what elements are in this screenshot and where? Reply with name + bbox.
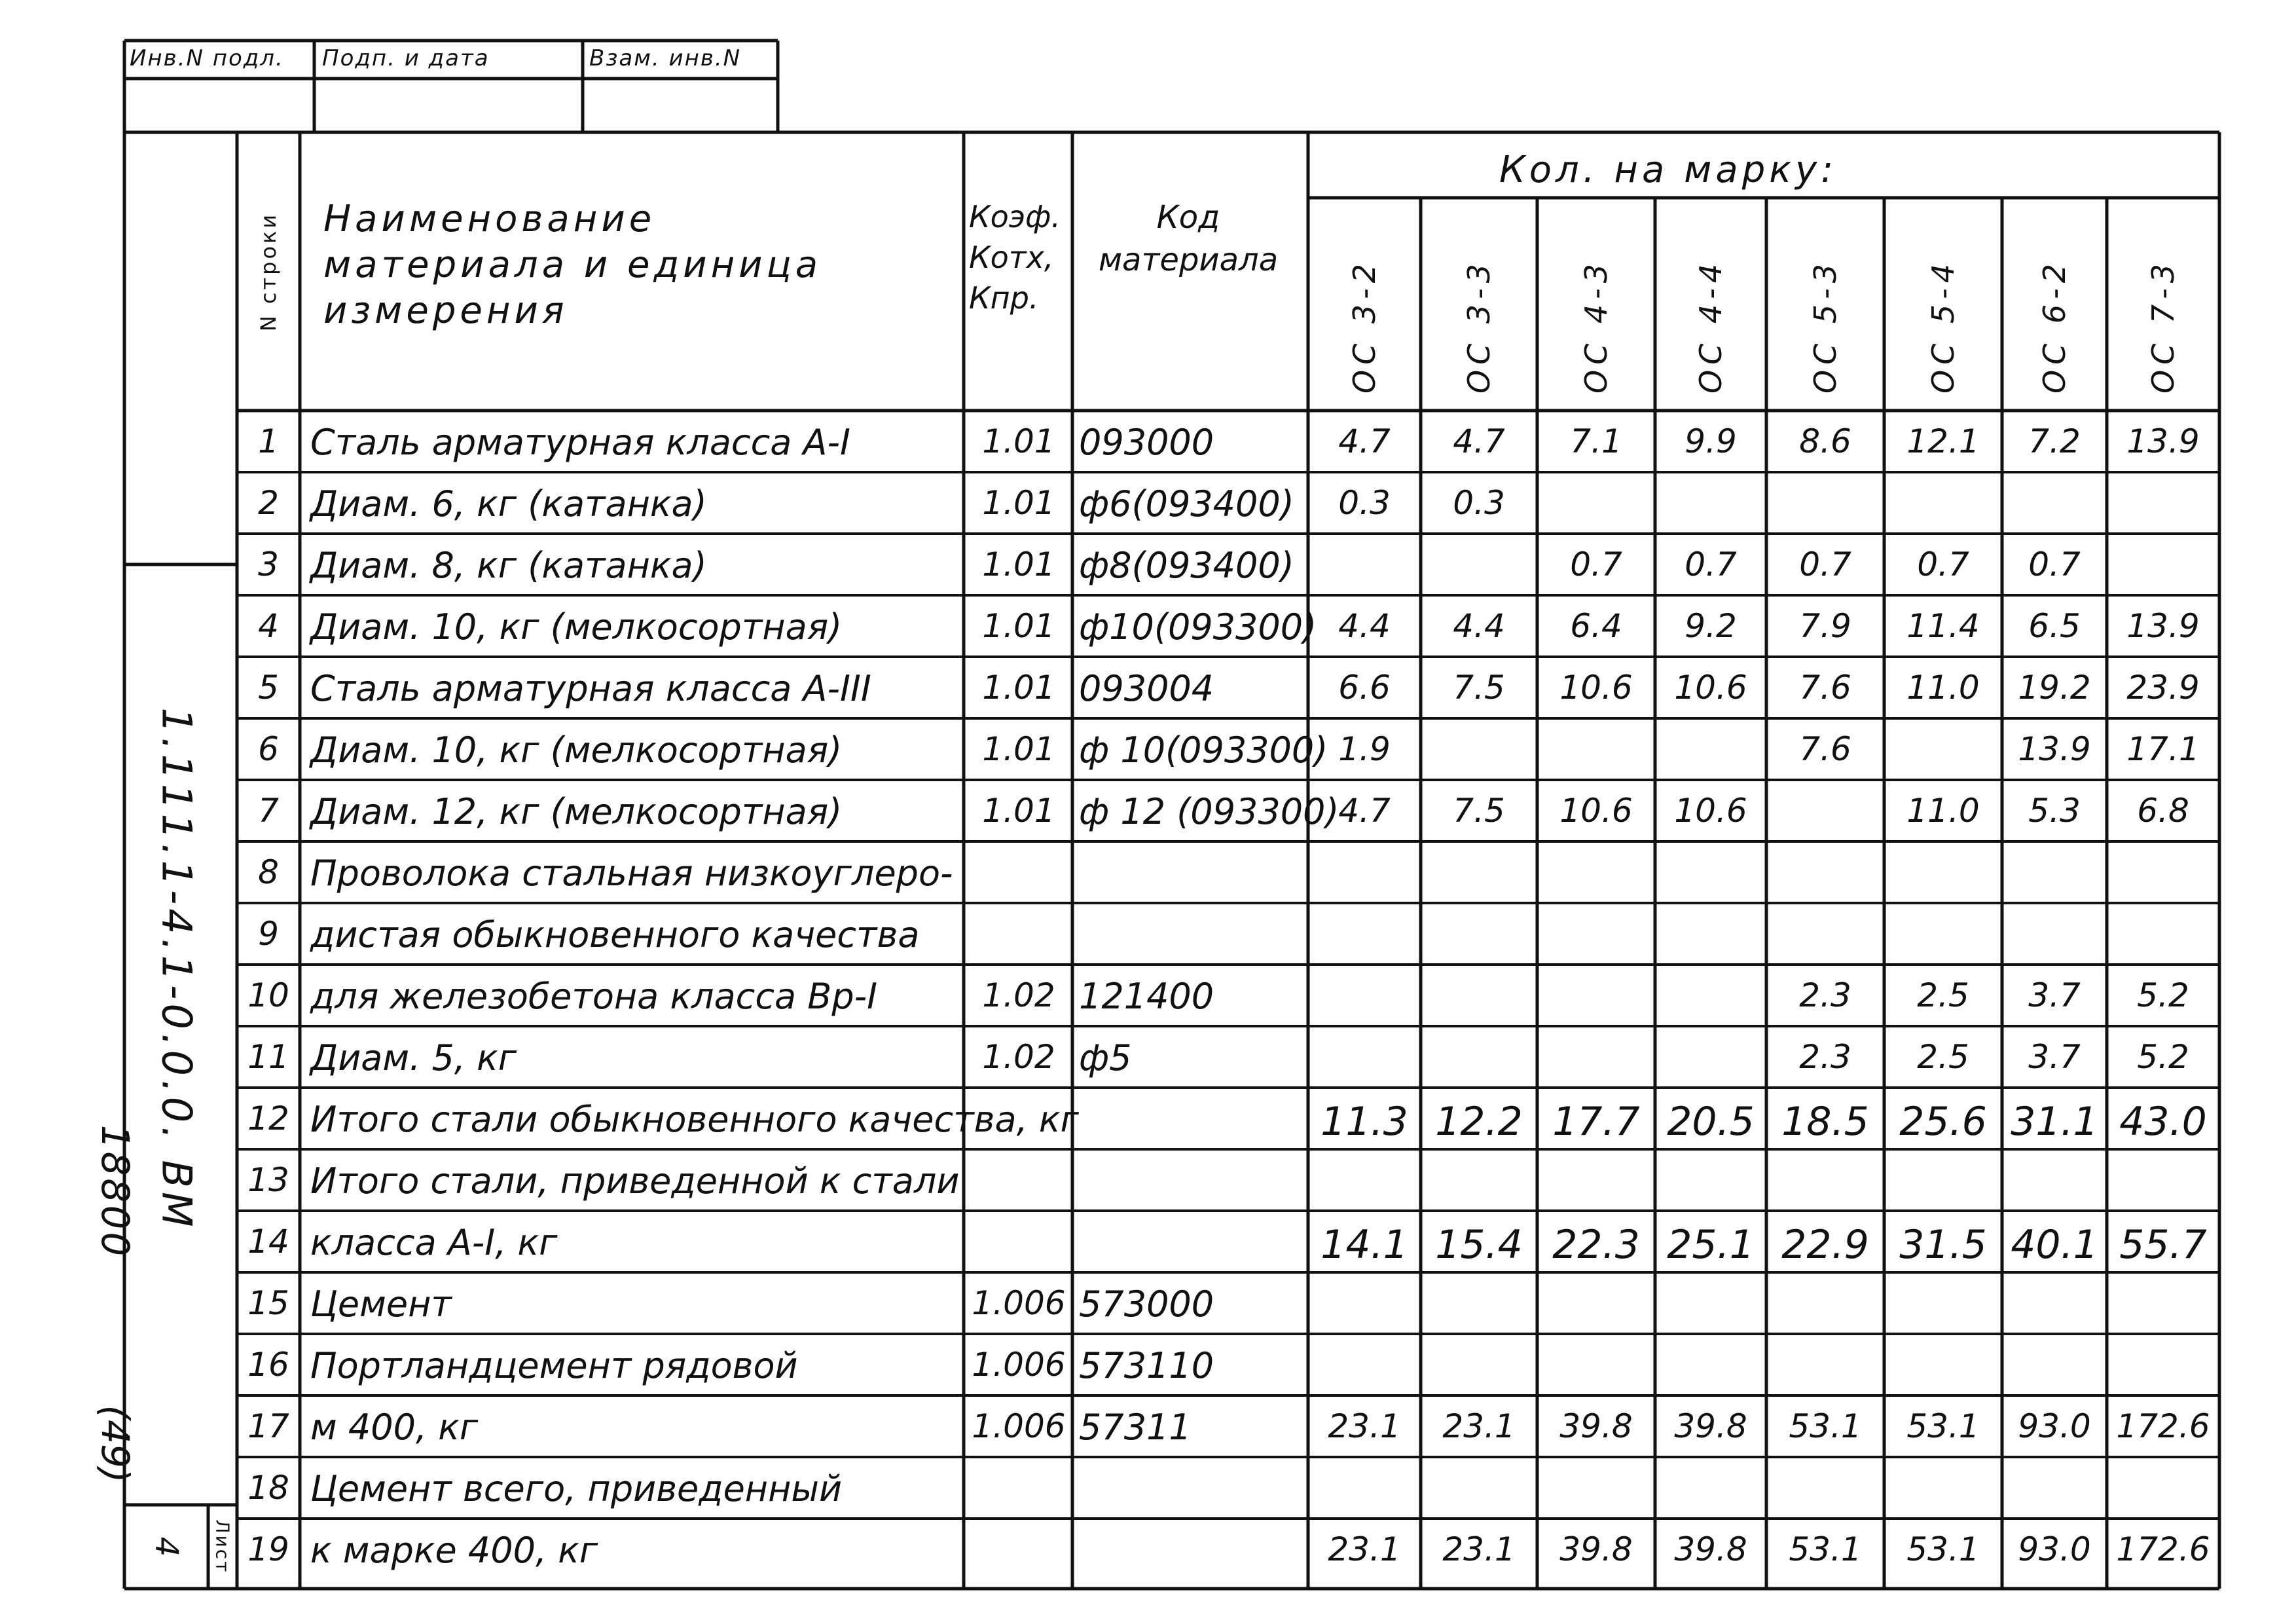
mark-header: ОС 3-3 xyxy=(1461,258,1497,394)
mark-header: ОС 6-2 xyxy=(2037,258,2072,394)
quantity-cell: 23.1 xyxy=(1442,1530,1516,1568)
row-number: 18 xyxy=(247,1469,289,1507)
quantity-cell: 11.3 xyxy=(1321,1099,1408,1145)
quantity-cell: 18.5 xyxy=(1781,1099,1869,1145)
quantity-cell: 25.6 xyxy=(1899,1099,1987,1145)
material-code: 57311 xyxy=(1079,1407,1192,1448)
material-name: Диам. 10, кг (мелкосортная) xyxy=(310,606,843,648)
quantity-cell: 0.7 xyxy=(1685,545,1737,583)
row-number: 11 xyxy=(247,1038,289,1076)
quantity-cell: 6.4 xyxy=(1570,607,1622,645)
quantity-cell: 23.9 xyxy=(2126,669,2200,707)
quantity-cell: 5.2 xyxy=(2137,1038,2189,1076)
coefficient-value: 1.01 xyxy=(982,730,1055,768)
quantity-cell: 10.6 xyxy=(1559,669,1633,707)
material-name: Сталь арматурная класса А-I xyxy=(310,422,850,463)
quantity-cell: 14.1 xyxy=(1321,1222,1408,1268)
quantity-cell: 53.1 xyxy=(1906,1407,1980,1445)
row-number: 6 xyxy=(258,730,279,768)
quantity-cell: 0.7 xyxy=(1917,545,1969,583)
row-number: 10 xyxy=(247,976,289,1014)
header-material-code: Код материала xyxy=(1098,199,1279,278)
header-coefficient: Коэф. Котх, Кпр. xyxy=(969,199,1061,316)
quantity-cell: 1.9 xyxy=(1338,730,1391,768)
archive-number: 18800 xyxy=(93,1124,137,1259)
quantity-cell: 6.6 xyxy=(1338,669,1391,707)
quantity-cell: 13.9 xyxy=(2126,422,2200,460)
quantity-cell: 10.6 xyxy=(1559,792,1633,830)
quantity-cell: 53.1 xyxy=(1789,1530,1862,1568)
material-code: 093004 xyxy=(1079,668,1214,709)
material-name: Сталь арматурная класса А-III xyxy=(310,668,871,709)
quantity-cell: 22.9 xyxy=(1781,1222,1869,1268)
quantity-cell: 0.7 xyxy=(1570,545,1622,583)
quantity-cell: 9.2 xyxy=(1685,607,1737,645)
coefficient-value: 1.006 xyxy=(972,1407,1066,1445)
row-number: 5 xyxy=(258,669,279,707)
quantity-cell: 13.9 xyxy=(2126,607,2200,645)
quantity-cell: 2.5 xyxy=(1917,976,1969,1014)
quantity-cell: 2.3 xyxy=(1799,1038,1851,1076)
row-number: 2 xyxy=(258,484,279,522)
material-name: Диам. 6, кг (катанка) xyxy=(310,483,707,525)
quantity-cell: 39.8 xyxy=(1559,1407,1633,1445)
material-code: 093000 xyxy=(1079,422,1214,463)
row-number: 16 xyxy=(247,1346,289,1384)
quantity-cell: 12.2 xyxy=(1435,1099,1523,1145)
material-name: Проволока стальная низкоуглеро- xyxy=(310,853,953,894)
quantity-cell: 15.4 xyxy=(1435,1222,1523,1268)
material-name: Цемент всего, приведенный xyxy=(310,1468,843,1509)
quantity-cell: 23.1 xyxy=(1328,1530,1401,1568)
quantity-cell: 55.7 xyxy=(2119,1222,2207,1268)
quantity-cell: 6.8 xyxy=(2137,792,2189,830)
mark-header: ОС 5-4 xyxy=(1925,258,1961,394)
quantity-cell: 5.3 xyxy=(2028,792,2081,830)
quantity-cell: 4.7 xyxy=(1453,422,1505,460)
quantity-cell: 10.6 xyxy=(1674,792,1747,830)
row-number: 9 xyxy=(258,915,279,953)
quantity-cell: 2.3 xyxy=(1799,976,1851,1014)
stamp-podp-data: Подп. и дата xyxy=(322,45,490,71)
mark-header: ОС 5-3 xyxy=(1808,258,1843,394)
material-code: 573000 xyxy=(1079,1283,1214,1325)
quantity-cell: 53.1 xyxy=(1906,1530,1980,1568)
material-code: ф10(093300) xyxy=(1079,606,1317,648)
material-name: для железобетона класса Вр-I xyxy=(310,976,878,1017)
material-name: м 400, кг xyxy=(310,1407,479,1448)
coefficient-value: 1.01 xyxy=(982,484,1055,522)
quantity-cell: 3.7 xyxy=(2028,976,2081,1014)
mark-header: ОС 7-3 xyxy=(2145,258,2181,394)
row-number: 4 xyxy=(258,607,279,645)
quantity-cell: 39.8 xyxy=(1674,1407,1747,1445)
material-name: класса А-I, кг xyxy=(310,1222,558,1263)
material-name: Цемент xyxy=(310,1283,452,1325)
quantity-cell: 93.0 xyxy=(2018,1530,2091,1568)
header-material-name: Наименование материала и единица измерения xyxy=(323,198,822,332)
material-name: Итого стали, приведенной к стали xyxy=(310,1160,960,1202)
quantity-cell: 4.7 xyxy=(1338,792,1391,830)
header-row-number: N строки xyxy=(256,212,281,332)
row-number: 1 xyxy=(258,422,279,460)
quantity-cell: 23.1 xyxy=(1328,1407,1401,1445)
quantity-cell: 5.2 xyxy=(2137,976,2189,1014)
quantity-cell: 172.6 xyxy=(2116,1407,2210,1445)
quantity-cell: 53.1 xyxy=(1789,1407,1862,1445)
quantity-cell: 12.1 xyxy=(1906,422,1980,460)
quantity-cell: 7.6 xyxy=(1799,669,1851,707)
material-name: Диам. 5, кг xyxy=(310,1037,517,1079)
material-code: ф8(093400) xyxy=(1079,545,1294,586)
quantity-cell: 39.8 xyxy=(1559,1530,1633,1568)
coefficient-value: 1.01 xyxy=(982,422,1055,460)
quantity-cell: 7.6 xyxy=(1799,730,1851,768)
coefficient-value: 1.01 xyxy=(982,669,1055,707)
quantity-cell: 11.0 xyxy=(1906,792,1980,830)
mark-header: ОС 4-3 xyxy=(1578,258,1614,394)
sheet-number: 4 xyxy=(148,1536,185,1557)
quantity-cell: 7.1 xyxy=(1570,422,1622,460)
material-name: Диам. 12, кг (мелкосортная) xyxy=(310,791,843,832)
quantity-cell: 40.1 xyxy=(2011,1222,2098,1268)
quantity-cell: 7.5 xyxy=(1453,792,1505,830)
page-number: (49) xyxy=(93,1405,137,1483)
row-number: 8 xyxy=(258,853,279,891)
material-code: ф 12 (093300) xyxy=(1079,791,1339,832)
material-code: ф5 xyxy=(1079,1037,1132,1079)
row-number: 12 xyxy=(247,1099,289,1137)
material-name: Диам. 8, кг (катанка) xyxy=(310,545,707,586)
row-number: 19 xyxy=(247,1530,289,1568)
document-code: 1.111.1-4.1-0.0.0. ВМ xyxy=(153,707,201,1231)
quantity-cell: 43.0 xyxy=(2119,1099,2207,1145)
stamp-vzam-inv: Взам. инв.N xyxy=(589,45,742,71)
material-name: Итого стали обыкновенного качества, кг xyxy=(310,1099,1079,1140)
quantity-cell: 11.0 xyxy=(1906,669,1980,707)
material-name: Портландцемент рядовой xyxy=(310,1345,798,1386)
quantity-cell: 39.8 xyxy=(1674,1530,1747,1568)
quantity-cell: 17.7 xyxy=(1552,1099,1640,1145)
row-number: 13 xyxy=(247,1161,289,1199)
row-number: 3 xyxy=(258,545,279,583)
mark-header: ОС 4-4 xyxy=(1693,258,1728,394)
quantity-cell: 7.5 xyxy=(1453,669,1505,707)
quantity-cell: 7.2 xyxy=(2028,422,2081,460)
quantity-cell: 23.1 xyxy=(1442,1407,1516,1445)
coefficient-value: 1.02 xyxy=(982,1038,1055,1076)
quantity-cell: 31.5 xyxy=(1899,1222,1987,1268)
quantity-cell: 11.4 xyxy=(1906,607,1980,645)
coefficient-value: 1.01 xyxy=(982,607,1055,645)
quantity-cell: 0.3 xyxy=(1453,484,1505,522)
quantity-cell: 4.4 xyxy=(1453,607,1505,645)
quantity-cell: 22.3 xyxy=(1552,1222,1640,1268)
quantity-cell: 13.9 xyxy=(2018,730,2091,768)
coefficient-value: 1.006 xyxy=(972,1346,1066,1384)
row-number: 17 xyxy=(247,1407,289,1445)
quantity-cell: 93.0 xyxy=(2018,1407,2091,1445)
row-number: 15 xyxy=(247,1284,289,1322)
coefficient-value: 1.02 xyxy=(982,976,1055,1014)
quantity-cell: 19.2 xyxy=(2018,669,2091,707)
quantity-cell: 0.3 xyxy=(1338,484,1391,522)
quantity-cell: 10.6 xyxy=(1674,669,1747,707)
sheet-label: Лист xyxy=(211,1519,234,1574)
quantity-cell: 4.4 xyxy=(1338,607,1391,645)
coefficient-value: 1.01 xyxy=(982,792,1055,830)
coefficient-value: 1.01 xyxy=(982,545,1055,583)
quantity-cell: 3.7 xyxy=(2028,1038,2081,1076)
mark-header: ОС 3-2 xyxy=(1347,258,1382,394)
quantity-cell: 172.6 xyxy=(2116,1530,2210,1568)
material-code: ф 10(093300) xyxy=(1079,729,1328,771)
quantity-cell: 7.9 xyxy=(1799,607,1851,645)
quantity-cell: 31.1 xyxy=(2011,1099,2098,1145)
row-number: 7 xyxy=(258,792,279,830)
stamp-inv-podl: Инв.N подл. xyxy=(130,45,284,71)
material-name: к марке 400, кг xyxy=(310,1530,598,1571)
quantity-cell: 2.5 xyxy=(1917,1038,1969,1076)
quantity-cell: 0.7 xyxy=(2028,545,2081,583)
material-code: ф6(093400) xyxy=(1079,483,1294,525)
material-name: дистая обыкновенного качества xyxy=(310,914,920,955)
quantity-cell: 20.5 xyxy=(1667,1099,1755,1145)
material-code: 121400 xyxy=(1079,976,1214,1017)
quantity-cell: 8.6 xyxy=(1799,422,1851,460)
material-code: 573110 xyxy=(1079,1345,1214,1386)
quantity-cell: 0.7 xyxy=(1799,545,1851,583)
coefficient-value: 1.006 xyxy=(972,1284,1066,1322)
header-quantity-per-mark: Кол. на марку: xyxy=(1499,149,1838,191)
row-number: 14 xyxy=(247,1223,289,1261)
material-name: Диам. 10, кг (мелкосортная) xyxy=(310,729,843,771)
quantity-cell: 6.5 xyxy=(2028,607,2081,645)
quantity-cell: 25.1 xyxy=(1667,1222,1755,1268)
quantity-cell: 9.9 xyxy=(1685,422,1737,460)
quantity-cell: 4.7 xyxy=(1338,422,1391,460)
quantity-cell: 17.1 xyxy=(2126,730,2200,768)
